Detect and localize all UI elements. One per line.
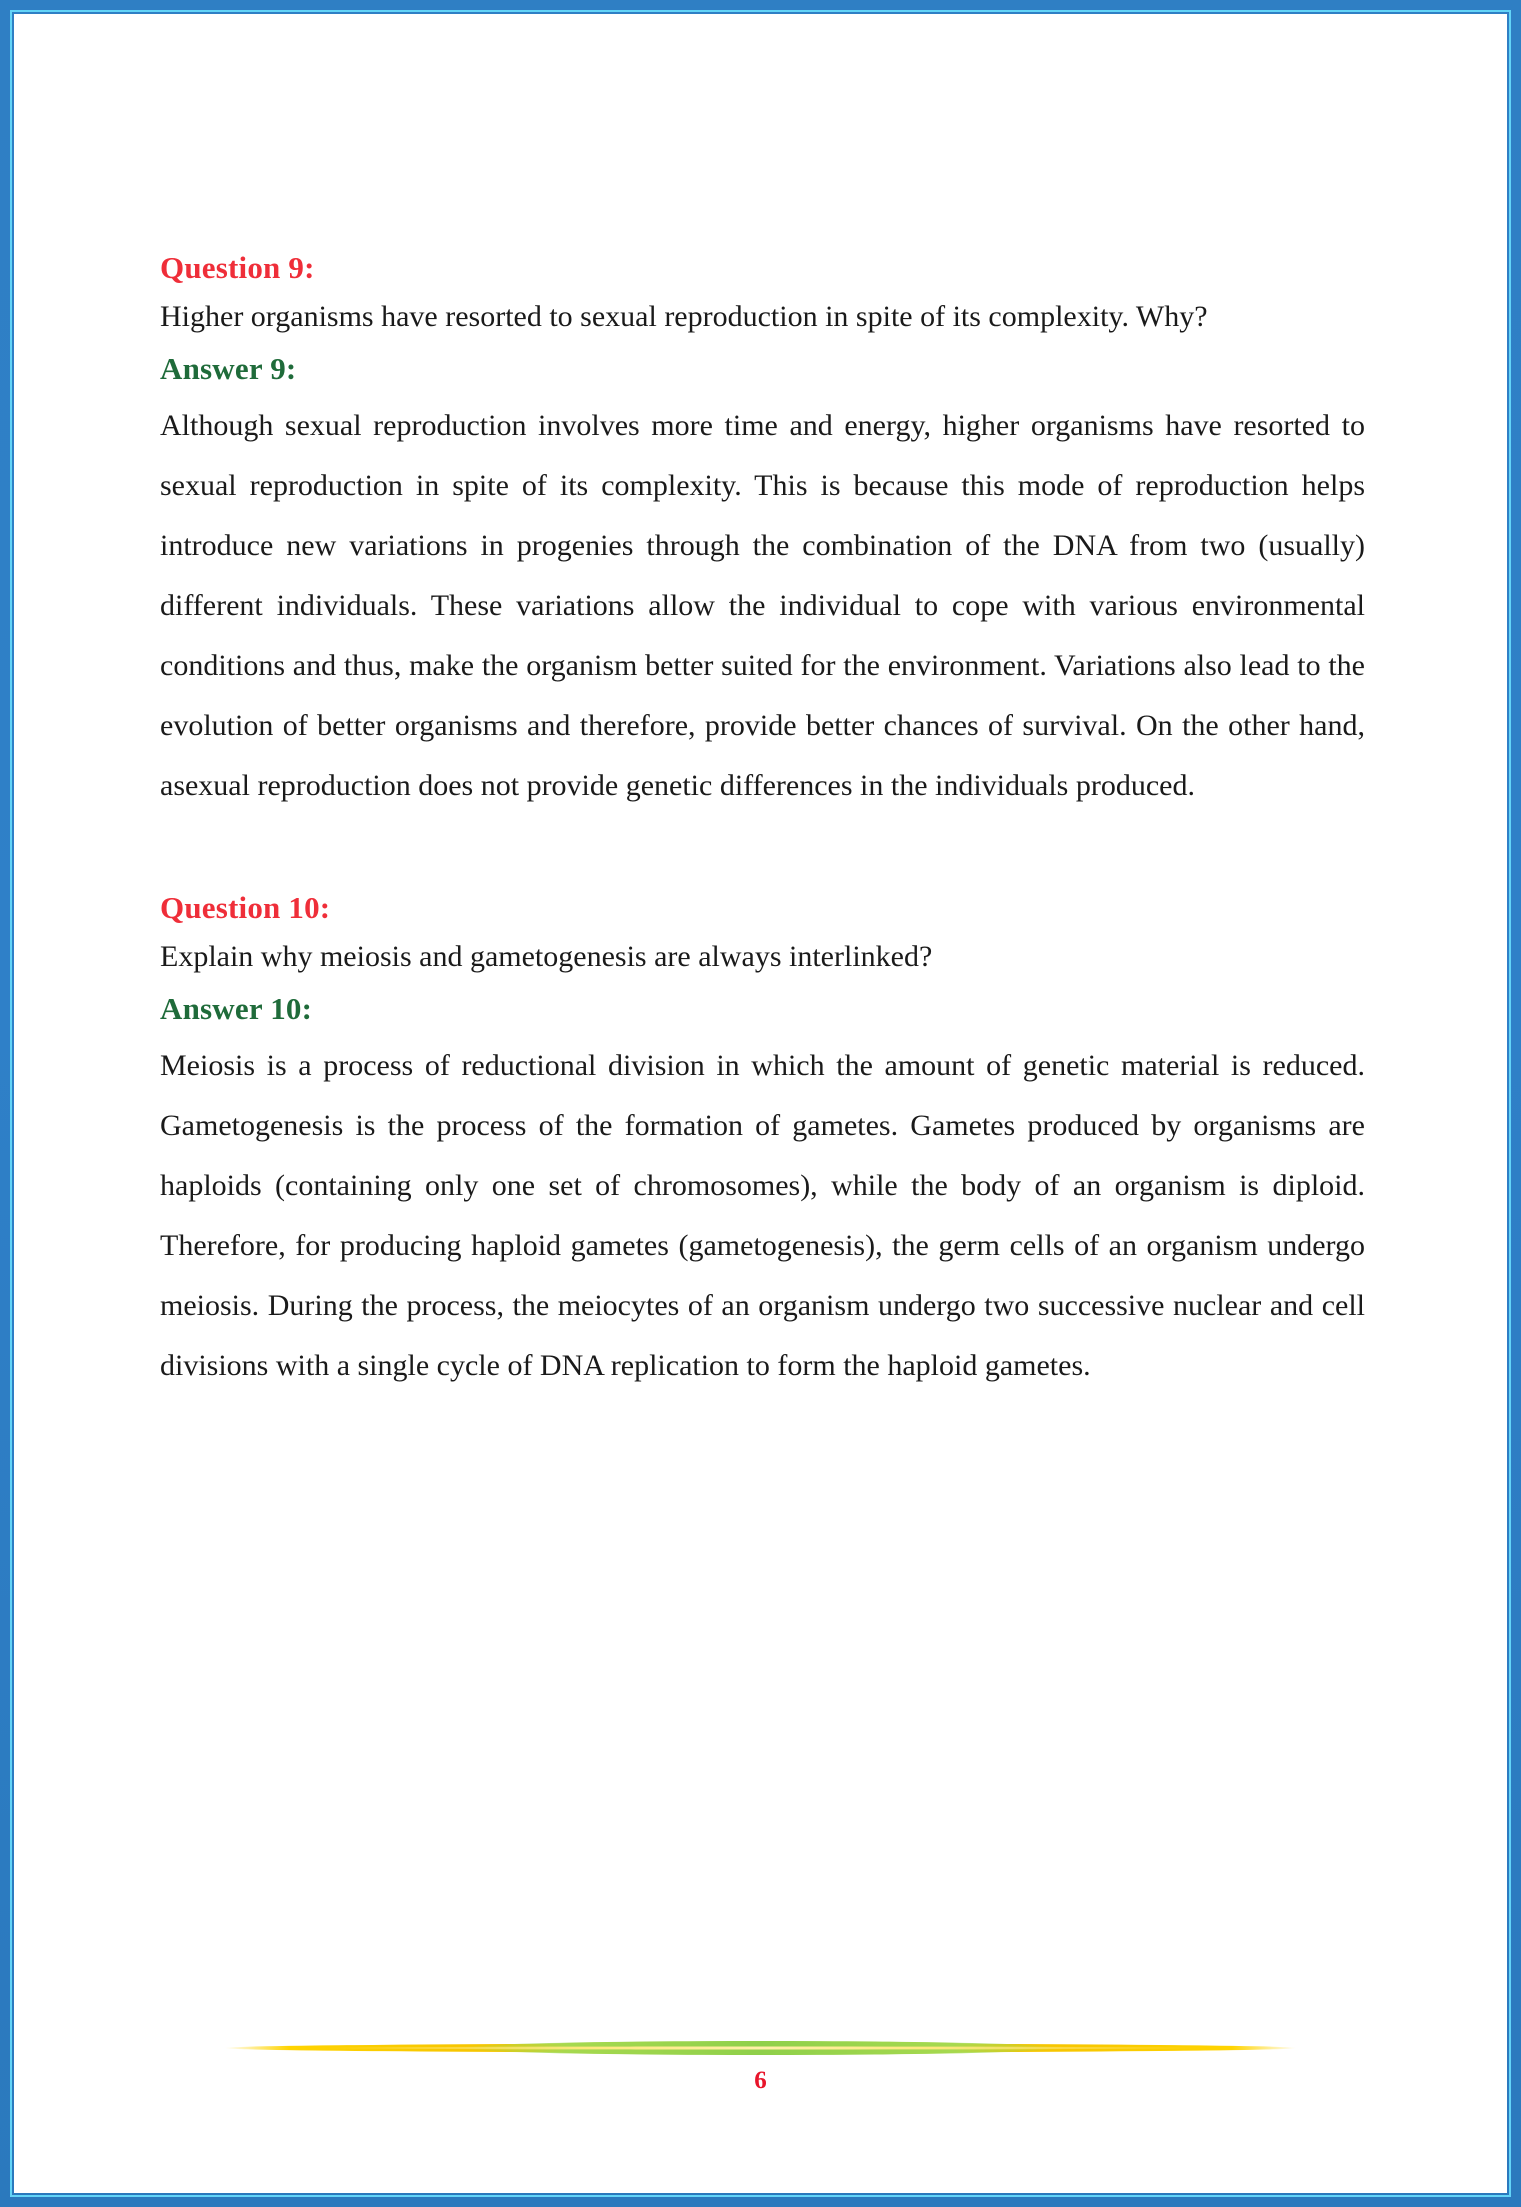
answer-10-heading: Answer 10:	[160, 991, 313, 1027]
page-footer	[0, 2015, 1521, 2135]
ribbon-highlight-layer	[311, 2046, 1211, 2049]
question-10-body: Explain why meiosis and gametogenesis are always interlinked?	[160, 939, 933, 973]
question-10-heading: Question 10:	[160, 889, 331, 925]
footer-decorative-ribbon	[225, 2041, 1296, 2054]
section-spacer	[160, 816, 1365, 890]
question-9-heading: Question 9:	[160, 250, 315, 285]
page-number: 6	[754, 2067, 767, 2094]
answer-9-heading: Answer 9:	[160, 351, 297, 387]
document-content	[160, 250, 1365, 1396]
question-9-body: Higher organisms have resorted to sexual reproduction in spite of its complexity. Why?	[160, 299, 1208, 333]
answer-10-body: Meiosis is a process of reductional division in which the amount of genetic material is reduced. Gametogenesis is the process of the formation of gametes. Gametes produced by organisms are haploids (containing only one set of chromosomes), while the body of an organism is diploid. Therefore, for producing haploid gametes (gametogenesis), the germ cells of an organism undergo meiosis. During the process, the meiocytes of an organism undergo two successive nuclear and cell divisions with a single cycle of DNA replication to form the haploid gametes.	[160, 1048, 1365, 1382]
answer-9-body: Although sexual reproduction involves more time and energy, higher organisms have resorted to sexual reproduction in spite of its complexity. This is because this mode of reproduction helps introduce new variations in progenies through the combination of the DNA from two (usually) different individuals. These variations allow the individual to cope with various environmental conditions and thus, make the organism better suited for the environment. Variations also lead to the evolution of better organisms and therefore, provide better chances of survival. On the other hand, asexual reproduction does not provide genetic differences in the individuals produced.	[160, 408, 1365, 802]
